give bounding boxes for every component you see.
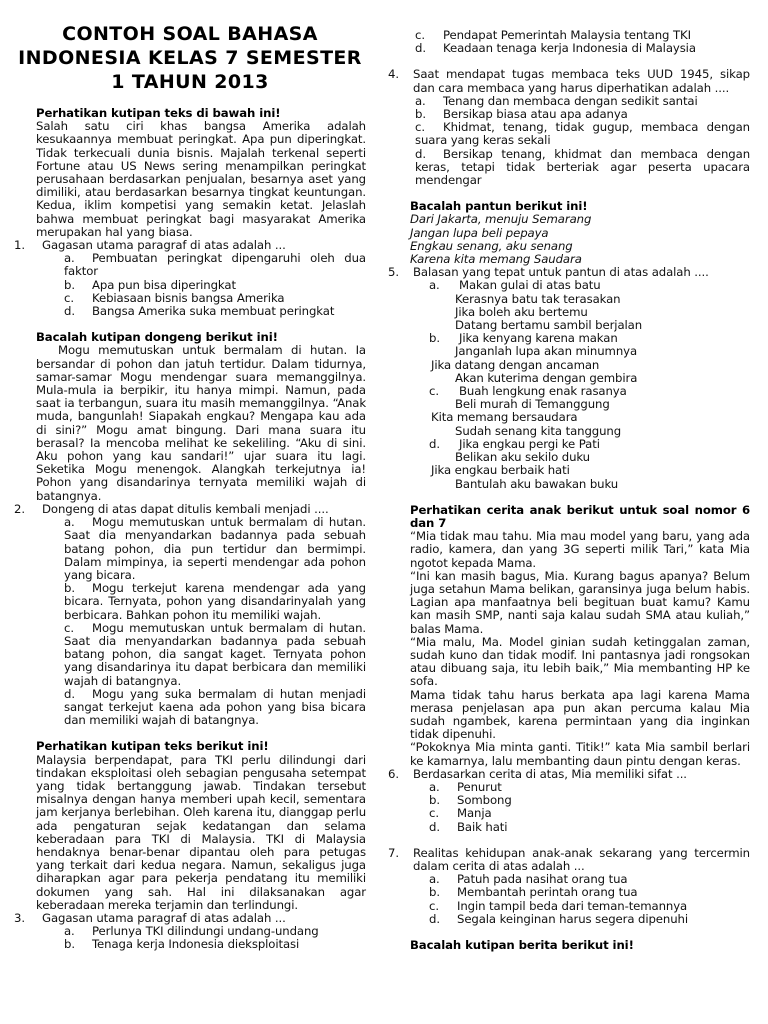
- verse-line: Jangan lupa beli pepaya: [410, 225, 549, 240]
- option-label: c.: [429, 806, 439, 821]
- question-body: [413, 768, 750, 834]
- option-verse-line: Akan kuterima dengan gembira: [455, 370, 638, 385]
- left-column: [14, 0, 366, 952]
- option-text: Penurut: [457, 779, 502, 794]
- option-text: Ingin tampil beda dari teman-temannya: [457, 898, 688, 913]
- question-number: 1.: [14, 238, 25, 253]
- option-label: d.: [429, 819, 440, 834]
- option-text: Bersikap biasa atau apa adanya: [443, 107, 628, 122]
- option-label: c.: [415, 28, 425, 42]
- option-d: [429, 438, 750, 491]
- option-text: Mogu memutuskan untuk bermalam di hutan. Saat dia menyandarkan badannya pada sebuah batang pohon, dia sangat kaget. Ternyata pohon yang disandarinya itu dapat berbicara dan memiliki wajah di batangnya.: [64, 620, 366, 688]
- option-label: a.: [64, 924, 75, 939]
- question-text: Realitas kehidupan anak-anak sekarang yang tercermin dalam cerita di atas adalah ...: [413, 845, 750, 873]
- paragraph: “Pokoknya Mia minta ganti. Titik!” kata Mia sambil berlari ke kamarnya, lalu membanting daun pintu dengan keras.: [410, 740, 750, 768]
- question-number: 2.: [14, 501, 25, 516]
- option-text: Pendapat Pemerintah Malaysia tentang TKI: [443, 28, 691, 42]
- section-heading: Perhatikan kutipan teks di bawah ini!: [36, 106, 281, 120]
- option-d: [415, 148, 750, 188]
- option-text: Segala keinginan harus segera dipenuhi: [457, 911, 688, 926]
- option-text: Tenaga kerja Indonesia dieksploitasi: [92, 937, 300, 952]
- question-number: 3.: [14, 910, 25, 925]
- option-label: c.: [429, 898, 439, 913]
- right-blocks: [388, 29, 750, 952]
- paragraph: “Mia malu, Ma. Model ginian sudah ketinggalan zaman, sudah kuno dan tidak modif. Ini pantasnya jadi rongsokan atau dibuang saja, itu lebih baik,” Mia membanting HP ke sofa.: [410, 634, 750, 689]
- option-label: b.: [429, 331, 440, 346]
- question-number: 6.: [388, 766, 399, 781]
- option-verse-text: Jika engkau pergi ke Pati: [459, 436, 600, 451]
- option-b: [429, 332, 750, 385]
- option-verse-line: Janganlah lupa akan minumnya: [455, 344, 638, 359]
- section-heading: Perhatikan cerita anak berikut untuk soal nomor 6 dan 7: [410, 502, 750, 530]
- paragraph: Mama tidak tahu harus berkata apa lagi karena Mama merasa penjelasan apa pun akan percuma kalau Mia sudah ngambek, karena permintaan yang dia inginkan tidak dipenuhi.: [410, 687, 750, 742]
- option-verse-line: Belikan aku sekilo duku: [455, 450, 590, 465]
- question-text: Gagasan utama paragraf di atas adalah ...: [42, 238, 286, 253]
- option-label: b.: [429, 793, 440, 808]
- option-verse-line: Jika engkau berbaik hati: [431, 463, 570, 478]
- paragraph: Salah satu ciri khas bangsa Amerika adalah kesukaannya membuat peringkat. Apa pun diperingkat. Tidak terkecuali dunia bisnis. Majalah terkenal seperti Fortune atau US News sering menampilkan peringkat perusahaan berdasarkan penjualan, besarnya aset yang dimiliki, atau berdasarkan besarnya tingkat keuntungan. Kedua, iklim kompetisi yang semakin ketat. Jelaslah bahwa membuat peringkat bagi masyarakat Amerika merupakan hal yang biasa.: [36, 119, 366, 239]
- option-text: Khidmat, tenang, tidak gugup, membaca dengan suara yang keras sekali: [415, 120, 750, 148]
- option-verse-line: Beli murah di Temanggung: [455, 397, 610, 412]
- option-label: c.: [415, 120, 425, 135]
- option-c: [64, 622, 366, 688]
- option-text: Mogu yang suka bermalam di hutan menjadi sangat terkejut kaena ada pohon yang bisa bicara dan memiliki wajah di batangnya.: [64, 686, 366, 728]
- option-verse-line: [429, 279, 750, 292]
- option-a: [64, 516, 366, 582]
- question-body: [42, 503, 366, 727]
- option-verse-text: Jika kenyang karena makan: [459, 331, 618, 346]
- question-number: 5.: [388, 265, 399, 280]
- option-text: Membantah perintah orang tua: [457, 885, 638, 900]
- option-label: c.: [429, 384, 439, 399]
- option-label: d.: [415, 146, 426, 161]
- verse-line: Karena kita memang Saudara: [410, 252, 582, 267]
- paragraph: Mogu memutuskan untuk bermalam di hutan. Ia bersandar di pohon dan jatuh tertidur. Dalam tidurnya, samar-samar Mogu mendengar suara memanggilnya. Mula-mula ia berpikir, itu hanya mimpi. Namun, pada saat ia terbangun, suara itu masih memanggilnya. “Anak muda, bangunlah! Siapakah engkau? Mengapa kau ada di sini?” Mogu amat bingung. Dari mana suara itu berasal? Ia mencoba melihat ke sekeliling. “Aku di sini. Aku pohon yang kau sandari!” ujar suara itu lagi. Seketika Mogu menengok. Alangkah terkejutnya ia! Pohon yang disandarinya ternyata memiliki wajah di batangnya.: [36, 343, 366, 503]
- question-body: [42, 239, 366, 318]
- option-verse-line: Bantulah aku bawakan buku: [455, 476, 619, 491]
- option-text: Pembuatan peringkat dipengaruhi oleh dua faktor: [64, 251, 366, 279]
- question-2: [14, 503, 366, 727]
- question-text: Balasan yang tepat untuk pantun di atas adalah ....: [413, 265, 709, 280]
- option-text: Mogu terkejut karena mendengar ada yang bicara. Ternyata, pohon yang disandarinyalah yang berbicara. Bahkan pohon itu memiliki wajah.: [64, 581, 366, 622]
- option-label: a.: [429, 779, 440, 794]
- section-heading: Bacalah kutipan dongeng berikut ini!: [36, 330, 278, 345]
- option-label: c.: [64, 620, 74, 635]
- option-verse-line: Sudah senang kita tanggung: [455, 423, 622, 438]
- option-label: a.: [64, 251, 75, 266]
- options-continued: [413, 29, 750, 55]
- question-body: [413, 847, 750, 926]
- option-text: Mogu memutuskan untuk bermalam di hutan. Saat dia menyandarkan badannya pada sebuah batang pohon, dia pun tertidur dan bermimpi. Dalam mimpinya, ia seperti mendengar ada pohon yang bicara.: [64, 515, 366, 582]
- paragraph: “Ini kan masih bagus, Mia. Kurang bagus apanya? Belum juga setahun Mama belikan, garansinya juga belum habis. Lagian apa manfaatnya beli begituan buat kamu? Kamu kan masih SMP, nanti saja kalau sudah SMA atau kuliah,” balas Mama.: [410, 568, 750, 636]
- question-text: Saat mendapat tugas membaca teks UUD 1945, sikap dan cara membaca yang harus diperhatikan adalah ....: [413, 67, 750, 95]
- option-d: [64, 688, 366, 728]
- question-text: Gagasan utama paragraf di atas adalah ...: [42, 910, 286, 925]
- option-label: b.: [64, 937, 75, 952]
- option-a: [429, 279, 750, 332]
- option-label: d.: [429, 436, 440, 451]
- option-b: [64, 938, 366, 951]
- option-text: Apa pun bisa diperingkat: [92, 277, 236, 292]
- option-text: Sombong: [457, 793, 512, 808]
- option-c: [429, 385, 750, 438]
- option-text: Kebiasaan bisnis bangsa Amerika: [92, 290, 285, 305]
- option-label: d.: [415, 41, 426, 56]
- question-body: [42, 912, 366, 952]
- option-c: [415, 121, 750, 147]
- question-6: [388, 768, 750, 834]
- document-title: [14, 22, 366, 94]
- option-d: [415, 42, 750, 55]
- title-line: CONTOH SOAL BAHASA: [62, 23, 318, 45]
- option-label: c.: [64, 290, 74, 305]
- question-5: [388, 266, 750, 490]
- option-verse-line: Kerasnya batu tak terasakan: [455, 291, 621, 306]
- option-label: a.: [429, 278, 440, 293]
- title-line: 1 TAHUN 2013: [111, 71, 269, 93]
- option-a: [64, 252, 366, 278]
- verse-line: Dari Jakarta, menuju Semarang: [410, 212, 592, 227]
- option-label: b.: [429, 885, 440, 900]
- question-7: [388, 847, 750, 926]
- option-verse-line: Jika boleh aku bertemu: [455, 304, 588, 319]
- option-b: [64, 582, 366, 622]
- option-verse-line: Jika datang dengan ancaman: [431, 357, 600, 372]
- section-heading: Bacalah kutipan berita berikut ini!: [410, 938, 634, 952]
- question-text: Berdasarkan cerita di atas, Mia memiliki sifat ...: [413, 766, 687, 781]
- option-text: Keadaan tenaga kerja Indonesia di Malaysia: [443, 41, 696, 56]
- question-number: 7.: [388, 845, 399, 860]
- question-number: 4.: [388, 67, 399, 82]
- verse-line: Engkau senang, aku senang: [410, 238, 573, 253]
- option-label: b.: [64, 581, 75, 596]
- section-heading: Perhatikan kutipan teks berikut ini!: [36, 739, 269, 754]
- option-label: d.: [64, 686, 75, 701]
- title-line: INDONESIA KELAS 7 SEMESTER: [18, 47, 362, 69]
- option-text: Bersikap tenang, khidmat dan membaca dengan keras, tetapi tidak berteriak agar peserta upacara mendengar: [415, 146, 750, 188]
- option-verse-line: Datang bertamu sambil berjalan: [455, 318, 643, 333]
- option-d: [429, 821, 750, 834]
- option-label: a.: [429, 872, 440, 887]
- option-text: Patuh pada nasihat orang tua: [457, 872, 628, 887]
- option-d: [429, 913, 750, 926]
- option-label: d.: [64, 304, 75, 319]
- pantun-verse: [410, 213, 750, 266]
- question-body: [413, 68, 750, 187]
- section-heading: Bacalah pantun berikut ini!: [410, 199, 588, 214]
- option-verse-text: Makan gulai di atas batu: [459, 278, 601, 293]
- question-4: [388, 68, 750, 187]
- option-verse-text: Buah lengkung enak rasanya: [459, 384, 627, 399]
- option-label: b.: [415, 107, 426, 122]
- right-column: [388, 0, 750, 952]
- option-label: a.: [415, 93, 426, 108]
- option-label: a.: [64, 515, 75, 530]
- left-blocks: [14, 107, 366, 952]
- question-1: [14, 239, 366, 318]
- option-label: d.: [429, 911, 440, 926]
- paragraph: Malaysia berpendapat, para TKI perlu dilindungi dari tindakan eksploitasi oleh sebagian pengusaha setempat yang tidak bertanggung jawab. Tindakan tersebut misalnya dengan hanya memberi upah kecil, sementara jam kerjanya berlebihan. Oleh karena itu, dianggap perlu ada pengaturan sejak kedatangan dan selama keberadaan para TKI di Malaysia. TKI di Malaysia hendaknya benar-benar dipantau oleh para petugas yang terkait dari kedua negara. Namun, sekaligus juga diharapkan agar para pekerja pendatang itu memiliki dokumen yang sah. Hal ini dilaksanakan agar keberadaan mereka terjamin dan terlindungi.: [36, 752, 366, 912]
- option-d: [64, 305, 366, 318]
- question-text: Dongeng di atas dapat ditulis kembali menjadi ....: [42, 501, 329, 516]
- option-text: Manja: [457, 806, 492, 821]
- option-text: Perlunya TKI dilindungi undang-undang: [92, 924, 319, 939]
- option-verse-line: Kita memang bersaudara: [431, 410, 578, 425]
- paragraph: “Mia tidak mau tahu. Mia mau model yang baru, yang ada radio, kamera, dan yang 3G seperti milik Tari,” kata Mia ngotot kepada Mama.: [410, 529, 750, 570]
- option-text: Bangsa Amerika suka membuat peringkat: [92, 304, 335, 319]
- option-text: Tenang dan membaca dengan sedikit santai: [443, 93, 698, 108]
- question-3: [14, 912, 366, 952]
- option-label: b.: [64, 277, 75, 292]
- question-body: [413, 266, 750, 490]
- option-text: Baik hati: [457, 819, 508, 834]
